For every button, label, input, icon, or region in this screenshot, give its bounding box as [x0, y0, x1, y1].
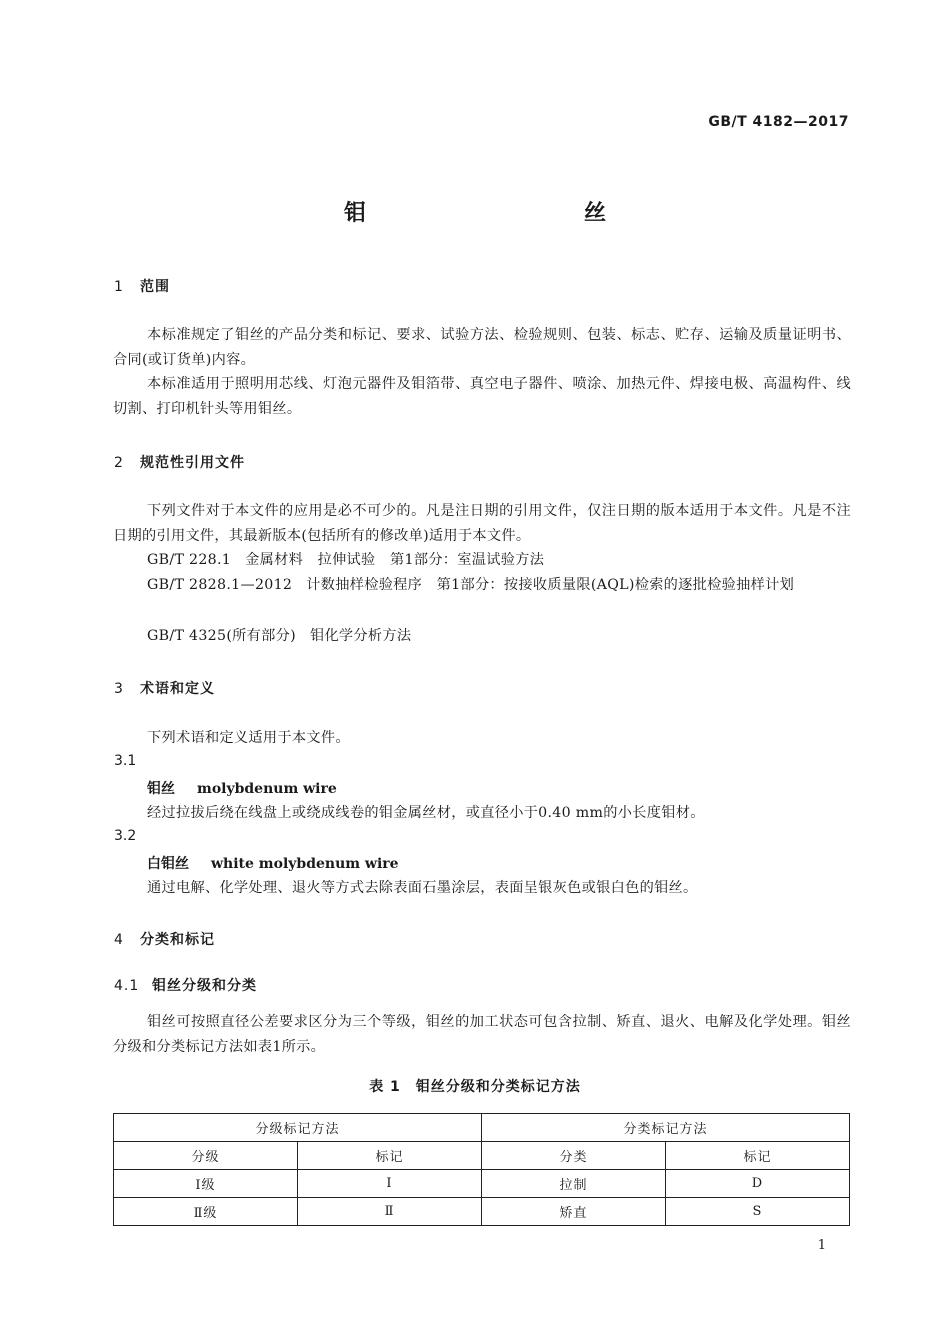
table-cell: 矫直 — [482, 1198, 666, 1226]
page-number: 1 — [817, 1238, 826, 1253]
table-cell: Ⅰ — [298, 1170, 482, 1198]
term-definition: 通过电解、化学处理、退火等方式去除表面石墨涂层，表面呈银灰色或银白色的钼丝。 — [147, 880, 698, 896]
table-group-header: 分类标记方法 — [482, 1114, 850, 1142]
table-cell: Ⅱ级 — [114, 1198, 298, 1226]
table-cell: D — [666, 1170, 850, 1198]
section-4-heading — [114, 929, 215, 949]
subsection-number: 4.1 — [114, 978, 140, 994]
section-title: 术语和定义 — [140, 681, 215, 697]
table-row — [114, 1170, 850, 1198]
subsection-title: 钼丝分级和分类 — [152, 978, 257, 994]
term-chinese: 白钼丝 — [147, 856, 189, 872]
normative-reference — [147, 548, 851, 573]
normative-reference — [113, 573, 851, 598]
section-3-heading — [114, 678, 215, 698]
reference-code: GB/T 228.1 — [147, 552, 232, 568]
section-number: 3 — [114, 681, 124, 697]
reference-code: GB/T 2828.1—2012 — [147, 577, 293, 593]
section-2-heading — [114, 452, 245, 472]
term-english: white molybdenum wire — [211, 856, 399, 872]
reference-title: 金属材料 拉伸试验 第1部分：室温试验方法 — [245, 552, 545, 568]
term-number: 3.2 — [114, 828, 137, 844]
reference-title: 钼化学分析方法 — [309, 628, 412, 644]
section-3-paragraph-1: 下列术语和定义适用于本文件。 — [147, 730, 350, 746]
term-english: molybdenum wire — [197, 781, 337, 797]
section-number: 1 — [114, 279, 124, 295]
term-heading — [147, 778, 337, 798]
table-header-row — [114, 1142, 850, 1170]
term-heading — [147, 853, 399, 873]
term-number: 3.1 — [114, 753, 137, 769]
section-2-paragraph-1: 下列文件对于本文件的应用是必不可少的。凡是注日期的引用文件，仅注日期的版本适用于本文件。凡是不注日期的引用文件，其最新版本(包括所有的修改单)适用于本文件。 — [113, 503, 851, 544]
standard-code: GB/T 4182—2017 — [708, 114, 849, 130]
section-1-paragraph-1: 本标准规定了钼丝的产品分类和标记、要求、试验方法、检验规则、包装、标志、贮存、运输及质量证明书、合同(或订货单)内容。 — [113, 327, 851, 368]
table-group-header-row — [114, 1114, 850, 1142]
table-cell: 拉制 — [482, 1170, 666, 1198]
term-definition: 经过拉拔后绕在线盘上或绕成线卷的钼金属丝材，或直径小于0.40 mm的小长度钼材。 — [147, 805, 705, 821]
table-column-header: 分类 — [482, 1142, 666, 1170]
classification-table — [113, 1113, 850, 1226]
section-4-1-paragraph-1: 钼丝可按照直径公差要求区分为三个等级，钼丝的加工状态可包含拉制、矫直、退火、电解及化学处理。钼丝分级和分类标记方法如表1所示。 — [113, 1014, 851, 1055]
table-cell: S — [666, 1198, 850, 1226]
table-cell: Ⅱ — [298, 1198, 482, 1226]
document-title: 钼 丝 — [343, 201, 664, 226]
section-number: 4 — [114, 932, 124, 948]
reference-code: GB/T 4325(所有部分) — [147, 628, 296, 644]
section-1-heading — [114, 276, 170, 296]
reference-title: 计数抽样检验程序 第1部分：按接收质量限(AQL)检索的逐批检验抽样计划 — [306, 577, 795, 593]
subsection-4-1-heading — [114, 975, 257, 995]
table-column-header: 标记 — [298, 1142, 482, 1170]
term-chinese: 钼丝 — [147, 781, 175, 797]
section-title: 分类和标记 — [140, 932, 215, 948]
table-column-header: 标记 — [666, 1142, 850, 1170]
section-title: 范围 — [140, 279, 170, 295]
section-number: 2 — [114, 455, 124, 471]
table-caption: 表 1 钼丝分级和分类标记方法 — [369, 1079, 581, 1095]
normative-reference — [147, 624, 851, 649]
section-title: 规范性引用文件 — [140, 455, 245, 471]
table-group-header: 分级标记方法 — [114, 1114, 482, 1142]
table-cell: Ⅰ级 — [114, 1170, 298, 1198]
table-row — [114, 1198, 850, 1226]
section-1-paragraph-2: 本标准适用于照明用芯线、灯泡元器件及钼箔带、真空电子器件、喷涂、加热元件、焊接电极、高温构件、线切割、打印机针头等用钼丝。 — [113, 376, 851, 417]
table-column-header: 分级 — [114, 1142, 298, 1170]
